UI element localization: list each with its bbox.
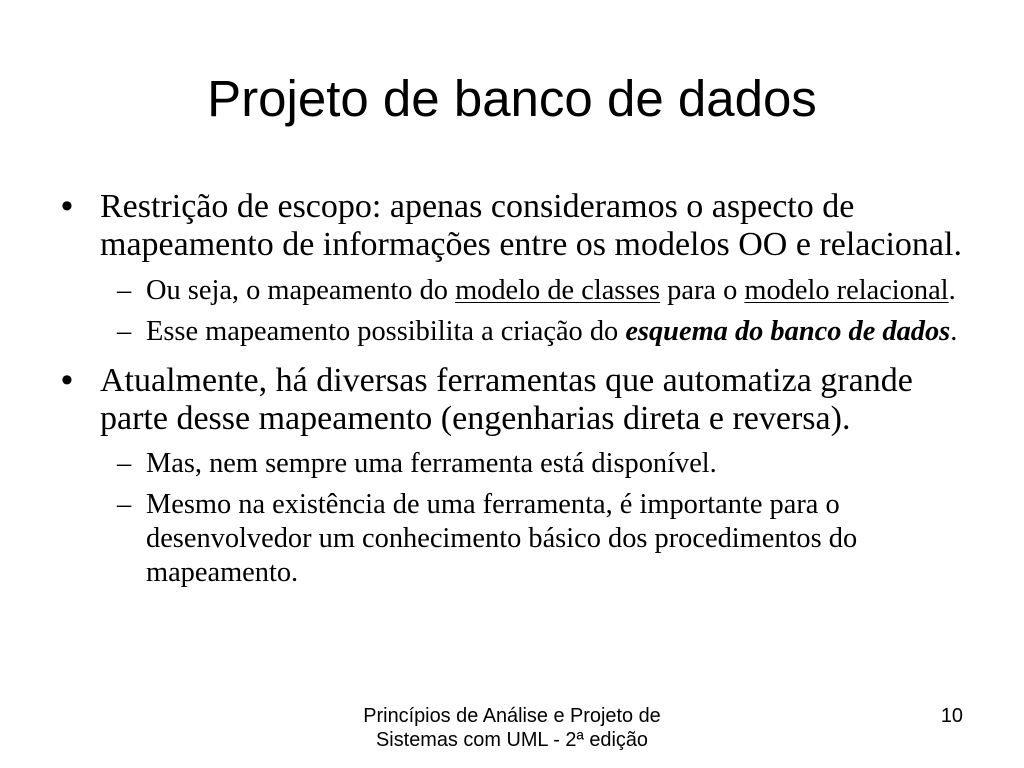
- dash-marker: –: [117, 448, 132, 479]
- text-segment: para o: [660, 275, 745, 306]
- sub-bullet-item: [117, 274, 956, 308]
- sub-bullet-item: [117, 315, 958, 349]
- sub-bullet-text-line: [146, 315, 957, 349]
- text-segment: Esse mapeamento possibilita a criação do: [146, 316, 626, 347]
- sub-bullet-item: [117, 488, 858, 590]
- bullet-text-line: parte desse mapeamento (engenharias direta e reversa).: [100, 399, 851, 437]
- sub-bullet-item: [117, 447, 717, 481]
- dash-marker: –: [117, 489, 132, 520]
- dash-marker: –: [117, 275, 132, 306]
- bullet-item: [61, 187, 962, 263]
- text-segment: .: [948, 275, 956, 306]
- slide-footer: [0, 704, 1024, 752]
- sub-bullet-text-line: Mas, nem sempre uma ferramenta está disponível.: [146, 448, 717, 479]
- bullet-text-line: Restrição de escopo: apenas consideramos o aspecto de: [100, 188, 855, 225]
- bullet-item: [61, 361, 913, 437]
- dash-marker: –: [117, 316, 132, 347]
- bullet-marker: •: [61, 361, 73, 399]
- underlined-term: modelo de classes: [455, 275, 661, 306]
- page-number: 10: [940, 705, 963, 727]
- slide-title: Projeto de banco de dados: [207, 70, 817, 127]
- emphasized-term: esquema do banco de dados: [625, 316, 951, 347]
- bullet-text-line: Atualmente, há diversas ferramentas que automatiza grande: [100, 362, 913, 399]
- sub-bullet-text-line: Mesmo na existência de uma ferramenta, é importante para o: [146, 489, 840, 520]
- bullet-text-line: mapeamento de informações entre os modelos OO e relacional.: [100, 225, 962, 263]
- footer-line: Princípios de Análise e Projeto de: [363, 705, 661, 727]
- text-segment: Ou seja, o mapeamento do: [146, 275, 456, 306]
- sub-bullet-text-line: desenvolvedor um conhecimento básico dos procedimentos do: [146, 523, 858, 554]
- text-segment: .: [950, 316, 958, 347]
- footer-line: Sistemas com UML - 2ª edição: [376, 729, 648, 751]
- sub-bullet-text-line: mapeamento.: [146, 557, 299, 588]
- underlined-term: modelo relacional: [744, 275, 949, 306]
- sub-bullet-text-line: [146, 274, 956, 308]
- bullet-marker: •: [61, 187, 73, 225]
